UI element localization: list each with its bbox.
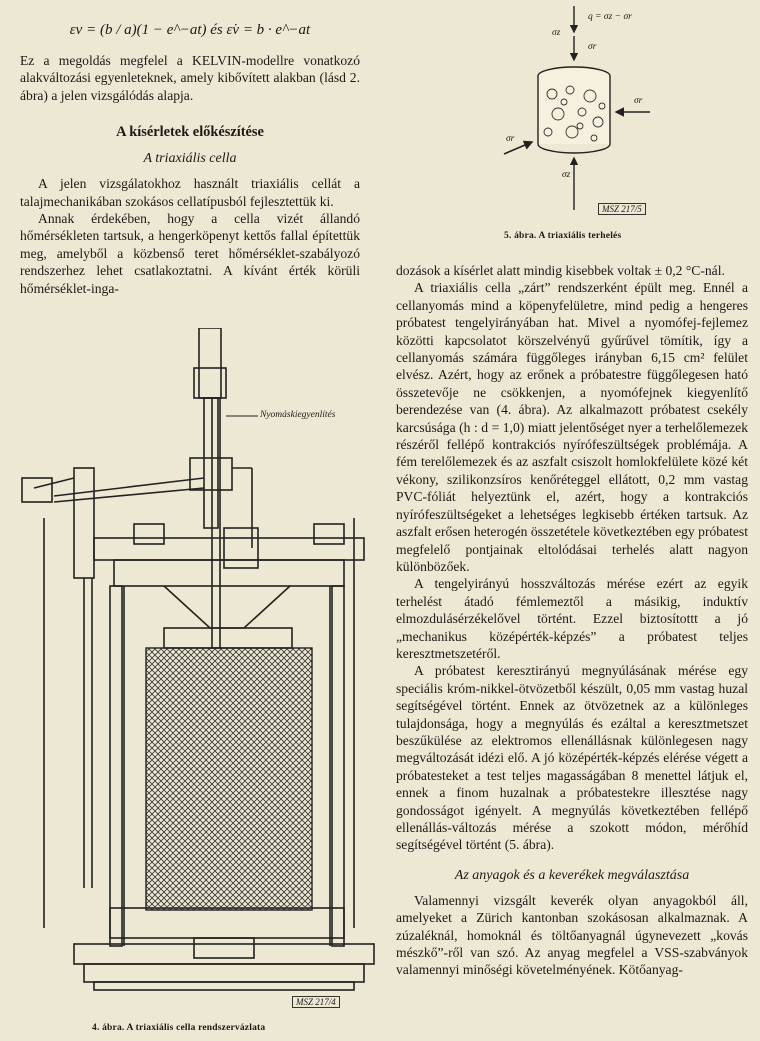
paragraph-temperature-cont: dozások a kísérlet alatt mindig kisebbek voltak ± 0,2 °C-nál. — [396, 263, 725, 278]
intro-paragraph: Ez a megoldás megfelel a KELVIN-modellre vonatkozó alakváltozási egyenleteknek, amely kibővített alakban (lásd 2. ábra) a jelen vizsgálódás alapja. — [20, 53, 360, 103]
paragraph-temperature: Annak érdekében, hogy a cella vizét állandó hőmérsékleten tartsuk, a hengerköpenyt kettős fallal építettük meg, amelyből a közbenső teret hőmérséklet-szabályozó rendszerhez lehet csatlakoztatni. A kívánt érték körüli hőmérséklet-inga- — [20, 211, 360, 296]
formula: εv = (b / a)(1 − e^−at) és ε̇v = b · e^−at — [69, 22, 311, 38]
figure-5-sigma-r-left: σr — [506, 134, 515, 144]
paragraph-axial-measurement: A tengelyirányú hosszváltozás mérése ezért az egyik terhelést átadó fémlemeztől a másikig, induktív elmozdulásérzékelővel történt. Ezzel biztosítottt a jó „mechanikus középérték-képzés” a próbatest teljes keresztmetszetéről. — [396, 576, 748, 661]
figure-5-code: MSZ 217/5 — [598, 203, 646, 215]
figure-5-sigma-r-top: σr — [588, 42, 597, 52]
figure-4-pressure-label: Nyomáskiegyenlítés — [260, 410, 336, 420]
right-column — [396, 262, 748, 979]
paragraph-lateral-measurement: A próbatest keresztirányú megnyúlásának mérése egy speciális króm-nikkel-ötvözetből készült, 0,05 mm vastag huzal segítségével történt. Ennek az ötvözetnek az a különleges tulajdonsága, hogy a megnyúlás és ezáltal a keresztmetszet beszűkülése az elektromos ellenállásnak különlegesen nagy megváltozását idézi elő. A jó középérték-képzés elérése végett a próbatesteket a test teljes magasságában 8 menettel látjuk el, ennek a finom huzalnak a próbatestekre illesztése nagy gondosságot igényelt. A megnyúlás következtében fellépő ellenállás-változás mérése a szokott módon, mérőhíd segítségével történt (5. ábra). — [396, 663, 748, 853]
figure-5-q-equation: q = σz − σr — [588, 12, 632, 22]
figure-4-caption: 4. ábra. A triaxiális cella rendszervázlata — [92, 1023, 266, 1033]
specimen-hatched — [146, 648, 312, 910]
figure-4-cell-drawing — [14, 328, 384, 1018]
figure-5-sigma-z-top: σz — [552, 28, 561, 38]
section-title: A kísérletek előkészítése — [116, 124, 264, 141]
subsection-title-materials: Az anyagok és a keverékek megválasztása — [454, 867, 690, 883]
subsection-title-triaxial-cell: A triaxiális cella — [143, 151, 237, 167]
paragraph-materials: Valamennyi vizsgált keverék olyan anyagokból áll, amelyeket a Zürich kantonban szokásosan alkalmaznak. A zúzaléknál, homoknál és töltőanyagnál úgynevezett „kovás mészkő”-ről van szó. Az anyag megfelel a VSS-szabványok valamennyi minőségi követelményének. Kötőanyag- — [396, 892, 748, 978]
figure-5-sigma-z-bottom: σz — [562, 170, 571, 180]
paragraph-closed-system: A triaxiális cella „zárt” rendszerként épült meg. Ennél a cellanyomás mind a köpenyfelületre, mind pedig a hengeres próbatest tengelyirányában hat. Mivel a nyomófej-fejlemez közötti kapcsolatot körszelvényű gyűrűvel tömítik, így a cellanyomás számára függőleges irányban 6,15 cm² felület elvész. Azért, hogy az erőnek a próbatestre függőlegesen ható összetevője ne csökkenjen, a nyomófejnek kiegyenlítő berendezése van (4. ábra). Az alkalmazott próbatest csekély karcsúsága (h : d = 1,0) miatt jelentőséget nyer a terhelőlemezek részéről fellépő kontrakciós nyírófeszültségek problémája. A fém terelőlemezek és az aszfalt csiszolt homlokfelülete közé két vékony, szilikonzsíros kenőréteggel ellátott, 0,2 mm vastag PVC-fóliát helyeztünk el, azért, hogy a kontrakciós nyírófeszültségeket a lehetséges legkisebb értéken tartsuk. Az aszfalt erősen heterogén összetétele következtében egy próbatest megfelelő pontjainak eltolódásai terhelés alatt nagyon különbözőek. — [396, 280, 748, 574]
figure-5-caption: 5. ábra. A triaxiális terhelés — [504, 231, 622, 241]
paragraph-cell-development: A jelen vizsgálatokhoz használt triaxiális cellát a talajmechanikában szokásos cellatípusból fejlesztettük ki. — [20, 176, 360, 209]
figure-5-loading-drawing — [490, 4, 660, 224]
figure-4-code: MSZ 217/4 — [292, 996, 340, 1008]
left-column — [20, 8, 360, 297]
figure-5-sigma-r-right: σr — [634, 96, 643, 106]
